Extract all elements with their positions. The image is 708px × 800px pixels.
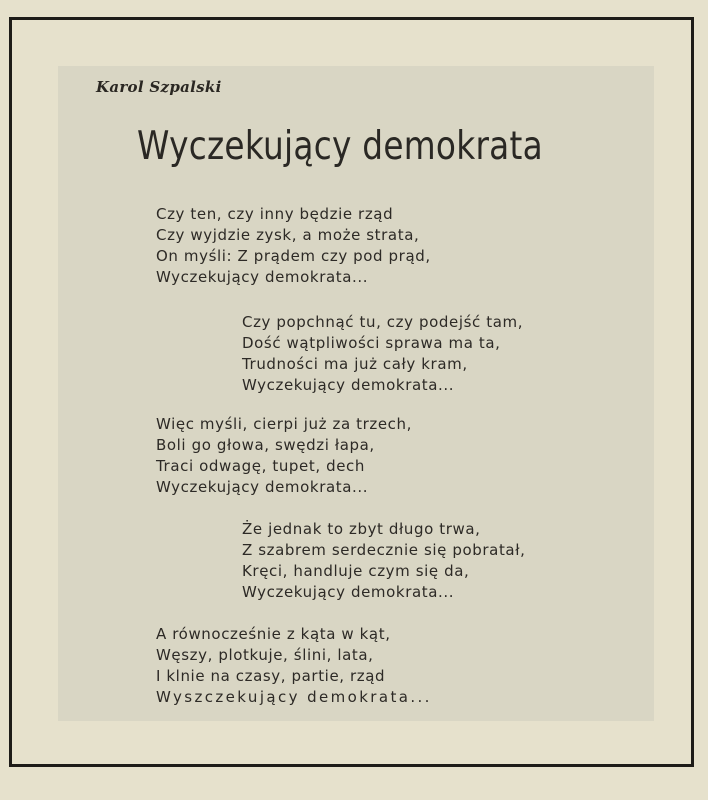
poem-title: Wyczekujący demokrata xyxy=(137,124,543,169)
stanza-1 xyxy=(156,204,431,288)
poem-line: Czy popchnąć tu, czy podejść tam, xyxy=(242,313,524,331)
poem-line: Że jednak to zbyt długo trwa, xyxy=(242,520,481,538)
stanza-2 xyxy=(242,312,523,396)
stanza-5 xyxy=(156,624,432,708)
stanza-4 xyxy=(242,519,525,603)
poem-line: Boli go głowa, swędzi łapa, xyxy=(156,436,375,454)
poem-line: Trudności ma już cały kram, xyxy=(242,355,468,373)
poem-line: Czy ten, czy inny będzie rząd xyxy=(156,205,394,223)
poem-line: Traci odwagę, tupet, dech xyxy=(156,457,366,475)
poem-line: Węszy, plotkuje, ślini, lata, xyxy=(156,646,374,664)
stanza-3 xyxy=(156,414,412,498)
poem-line: On myśli: Z prądem czy pod prąd, xyxy=(156,247,431,265)
poem-line: Z szabrem serdecznie się pobratał, xyxy=(242,541,526,559)
refrain-line: Wyczekujący demokrata... xyxy=(156,268,369,286)
refrain-line: Wyczekujący demokrata... xyxy=(242,583,455,601)
refrain-line: Wyczekujący demokrata... xyxy=(156,478,369,496)
poem-line: Dość wątpliwości sprawa ma ta, xyxy=(242,334,501,352)
poem-line: Więc myśli, cierpi już za trzech, xyxy=(156,415,412,433)
poem-line: I klnie na czasy, partie, rząd xyxy=(156,667,386,685)
poem-line: Kręci, handluje czym się da, xyxy=(242,562,470,580)
poem-line: A równocześnie z kąta w kąt, xyxy=(156,625,391,643)
poem-line: Czy wyjdzie zysk, a może strata, xyxy=(156,226,420,244)
refrain-line: Wyczekujący demokrata... xyxy=(242,376,455,394)
author-name: Karol Szpalski xyxy=(96,78,222,96)
final-refrain-line: Wyszczekujący demokrata... xyxy=(156,688,432,706)
